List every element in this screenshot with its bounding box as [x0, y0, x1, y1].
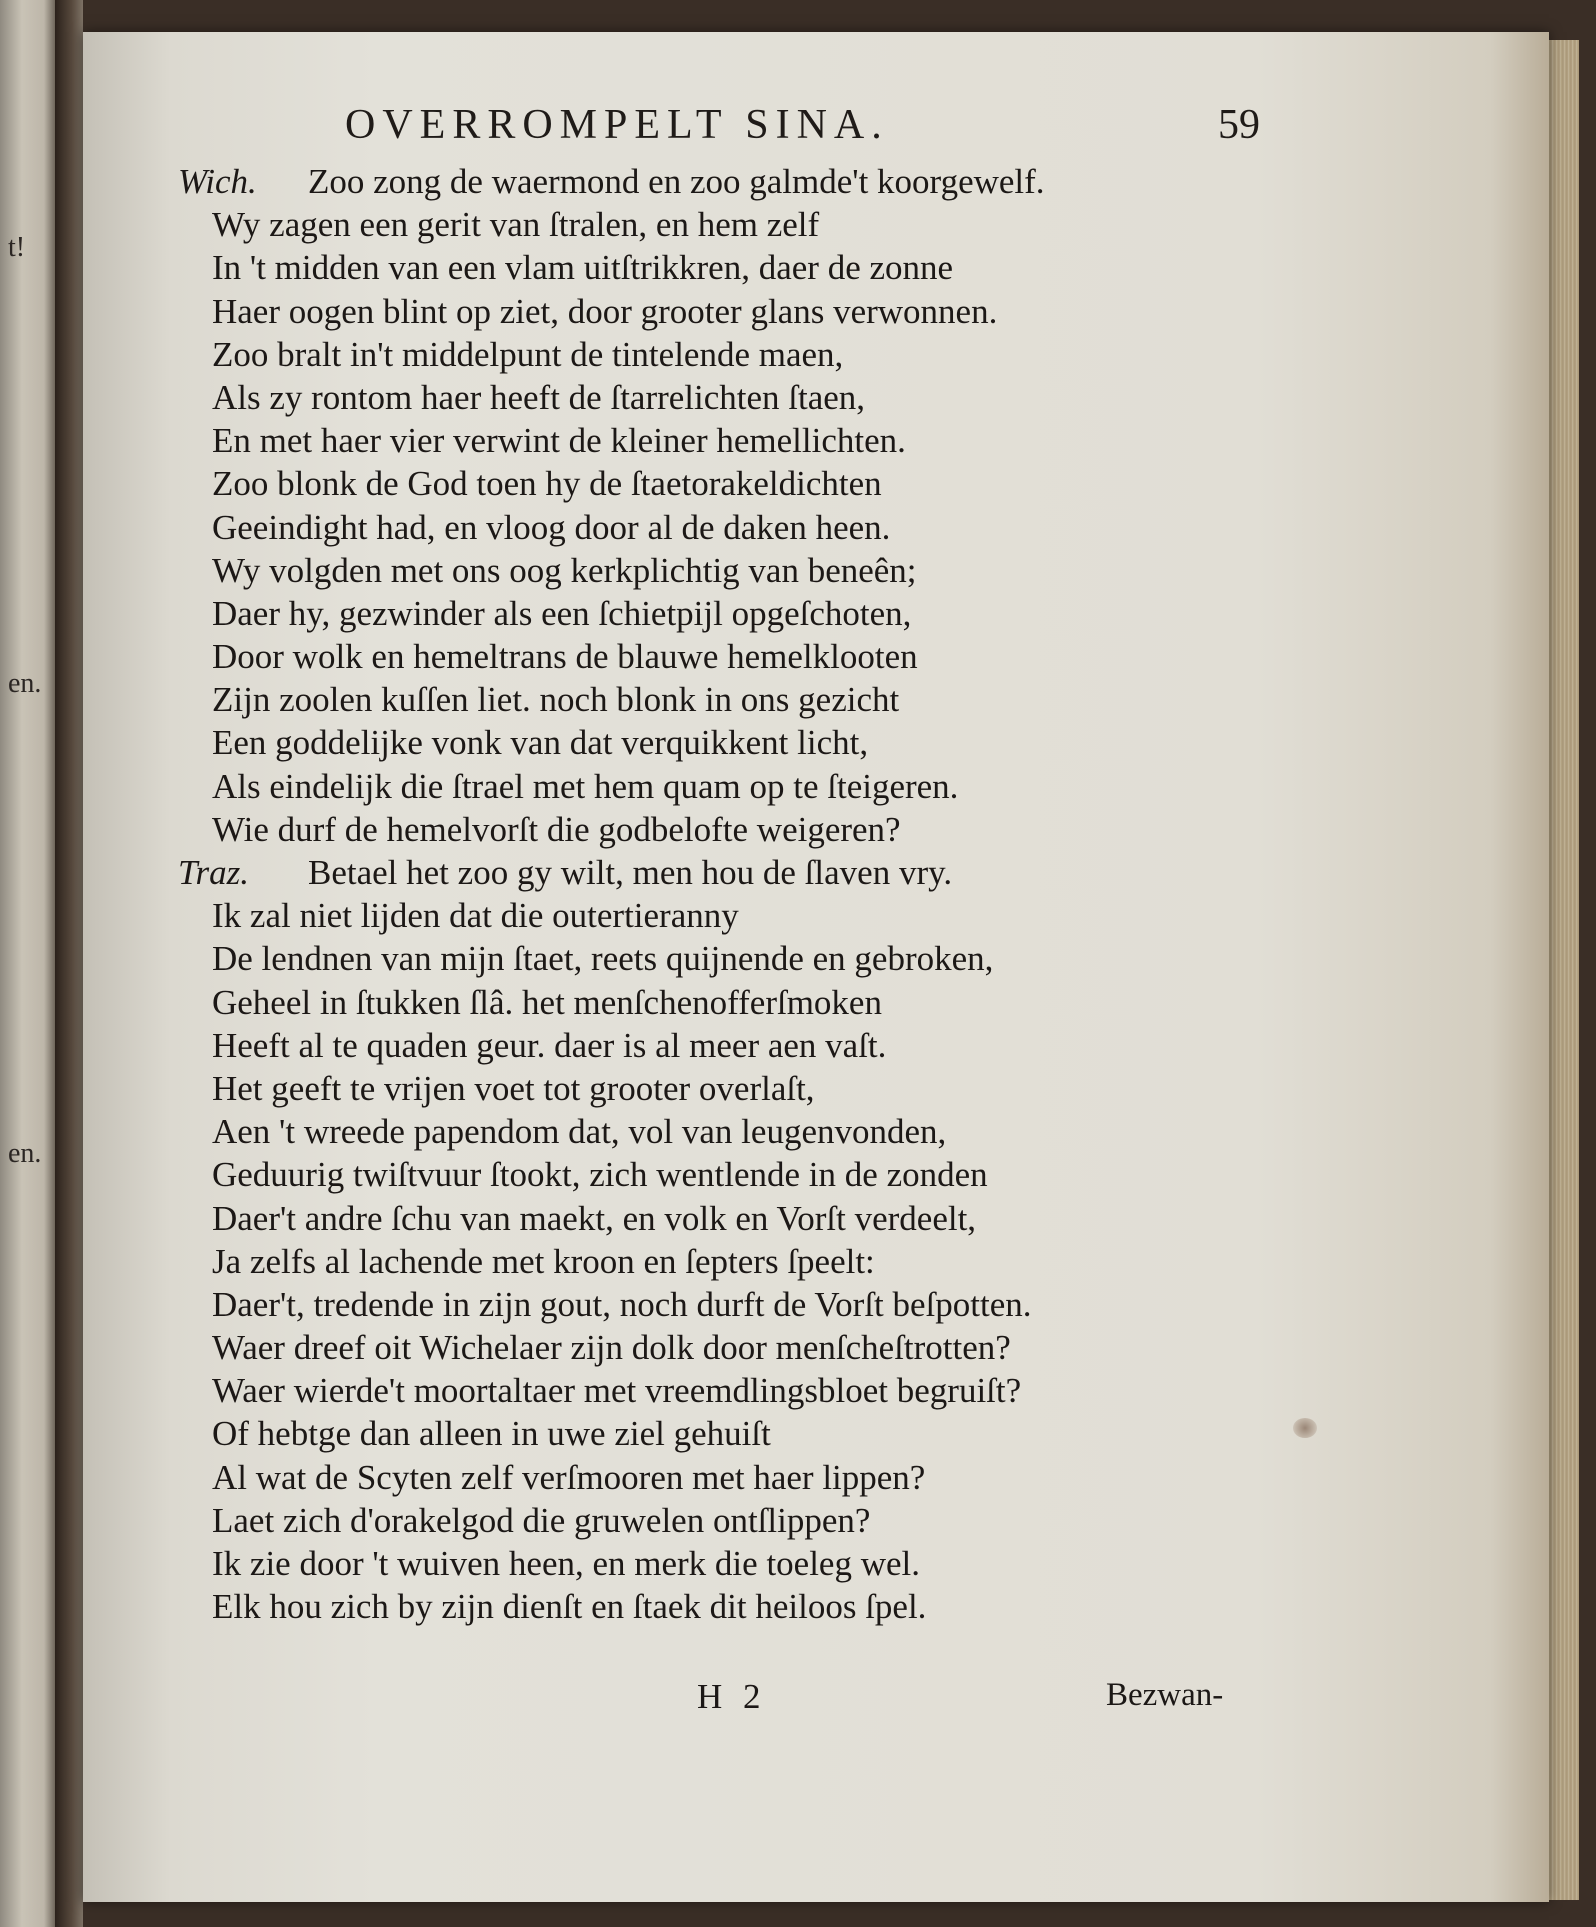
verse-text: Daer't, tredende in zijn gout, noch durft de Vorſt beſpotten.: [212, 1284, 1032, 1324]
verse-text: Ik zie door 't wuiven heen, en merk die toeleg wel.: [212, 1544, 920, 1583]
page-number: 59: [1218, 102, 1260, 148]
verse-line: [178, 462, 1298, 505]
verse-line: [178, 1067, 1298, 1110]
running-title: OVERROMPELT SINA.: [345, 102, 889, 148]
speaker-name: Wich.: [178, 162, 257, 201]
verse-text: Laet zich d'orakelgod die gruwelen ontſlippen?: [212, 1500, 871, 1540]
verse-text: Door wolk en hemeltrans de blauwe hemelklooten: [212, 637, 918, 677]
facing-page-fragment: en.: [8, 1138, 42, 1169]
verse-text: Geheel in ſtukken ſlâ. het menſchenofferſmoken: [212, 982, 882, 1022]
verse-block: [178, 160, 1298, 1628]
page-edges: [1549, 40, 1579, 1900]
verse-line: [178, 549, 1298, 592]
verse-text: Wy zagen een gerit van ſtralen, en hem zelf: [212, 205, 820, 245]
verse-line: [178, 376, 1298, 419]
verse-line: [178, 1456, 1298, 1499]
verse-text: Aen 't wreede papendom dat, vol van leugenvonden,: [212, 1112, 947, 1152]
verse-text: Zoo zong de waermond en zoo galmde't koorgewelf.: [308, 162, 1045, 201]
verse-line: [178, 160, 1298, 203]
verse-text: Een goddelijke vonk van dat verquikkent licht,: [212, 723, 869, 763]
verse-line: [178, 937, 1298, 980]
verse-line: [178, 981, 1298, 1024]
verse-line: [178, 765, 1298, 808]
verse-line: [178, 678, 1298, 721]
verse-line: [178, 851, 1298, 894]
verse-line: [178, 721, 1298, 764]
verse-line: [178, 1283, 1298, 1326]
verse-text: Waer dreef oit Wichelaer zijn dolk door menſcheſtrotten?: [212, 1328, 1011, 1368]
paper-stain: [1293, 1418, 1317, 1438]
facing-page-fragment: t!: [8, 232, 26, 263]
verse-line: [178, 808, 1298, 851]
verse-text: Geeindight had, en vloog door al de daken heen.: [212, 507, 891, 547]
verse-line: [178, 246, 1298, 289]
verse-text: Ja zelfs al lachende met kroon en ſepters ſpeelt:: [212, 1241, 875, 1281]
verse-line: [178, 1542, 1298, 1585]
verse-line: [178, 592, 1298, 635]
verse-line: [178, 203, 1298, 246]
verse-text: Haer oogen blint op ziet, door grooter glans verwonnen.: [212, 291, 998, 331]
verse-line: [178, 506, 1298, 549]
verse-text: En met haer vier verwint de kleiner hemellichten.: [212, 421, 906, 461]
verse-text: Ik zal niet lijden dat die outertieranny: [212, 896, 739, 936]
facing-page-fragment: en.: [8, 668, 42, 699]
verse-text: Zoo bralt in't middelpunt de tintelende maen,: [212, 334, 844, 374]
verse-text: Daer hy, gezwinder als een ſchietpijl opgeſchoten,: [212, 593, 912, 633]
verse-line: [178, 635, 1298, 678]
verse-line: [178, 1024, 1298, 1067]
verse-text: Als zy rontom haer heeft de ſtarrelichten ſtaen,: [212, 377, 866, 417]
verse-text: Als eindelijk die ſtrael met hem quam op te ſteigeren.: [212, 766, 959, 806]
verse-line: [178, 419, 1298, 462]
verse-text: Of hebtge dan alleen in uwe ziel gehuiſt: [212, 1414, 771, 1454]
verse-text: Zijn zoolen kuſſen liet. noch blonk in ons gezicht: [212, 680, 900, 720]
verse-text: Waer wierde't moortaltaer met vreemdlingsbloet begruiſt?: [212, 1371, 1022, 1411]
verse-line: [178, 1153, 1298, 1196]
signature-mark: H 2: [697, 1677, 767, 1716]
verse-text: Daer't andre ſchu van maekt, en volk en Vorſt verdeelt,: [212, 1198, 977, 1238]
verse-text: De lendnen van mijn ſtaet, reets quijnende en gebroken,: [212, 939, 994, 979]
verse-line: [178, 1240, 1298, 1283]
verse-line: [178, 1110, 1298, 1153]
verse-line: [178, 290, 1298, 333]
verse-line: [178, 894, 1298, 937]
verse-text: Wie durf de hemelvorſt die godbelofte weigeren?: [212, 809, 901, 849]
speaker-name: Traz.: [178, 853, 250, 892]
verse-text: Het geeft te vrijen voet tot grooter overlaſt,: [212, 1068, 815, 1108]
catchword: Bezwan-: [1106, 1677, 1224, 1713]
verse-text: Zoo blonk de God toen hy de ſtaetorakeldichten: [212, 464, 882, 504]
verse-text: Geduurig twiſtvuur ſtookt, zich wentlende in de zonden: [212, 1155, 988, 1195]
verse-line: [178, 1326, 1298, 1369]
facing-page: [0, 0, 55, 1927]
verse-text: In 't midden van een vlam uitſtrikkren, daer de zonne: [212, 248, 954, 288]
verse-line: [178, 1585, 1298, 1628]
book-gutter: [55, 0, 83, 1927]
verse-line: [178, 333, 1298, 376]
verse-line: [178, 1369, 1298, 1412]
verse-line: [178, 1499, 1298, 1542]
verse-text: Heeft al te quaden geur. daer is al meer aen vaſt.: [212, 1025, 887, 1065]
verse-text: Wy volgden met ons oog kerkplichtig van beneên;: [212, 550, 917, 590]
verse-text: Elk hou zich by zijn dienſt en ſtaek dit heiloos ſpel.: [212, 1587, 927, 1627]
verse-line: [178, 1412, 1298, 1455]
verse-line: [178, 1197, 1298, 1240]
verse-text: Betael het zoo gy wilt, men hou de ſlaven vry.: [308, 853, 953, 892]
verse-text: Al wat de Scyten zelf verſmooren met haer lippen?: [212, 1457, 926, 1497]
